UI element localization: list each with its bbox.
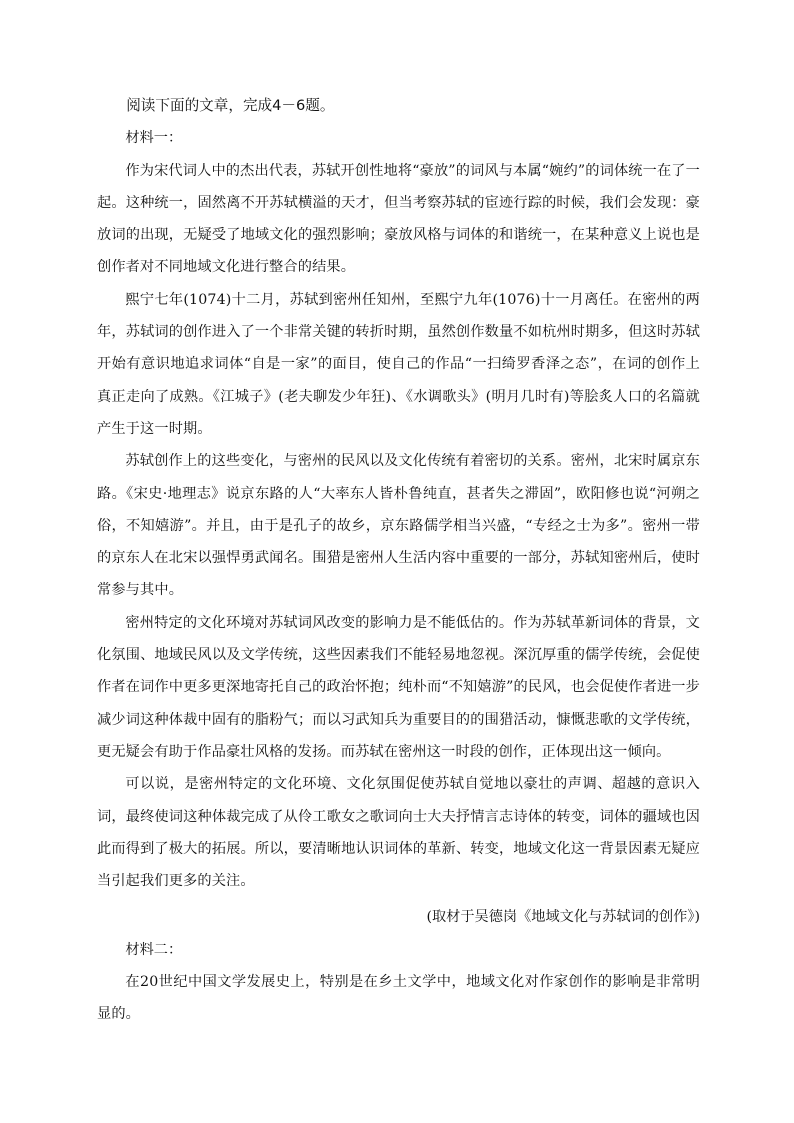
paragraph: 熙宁七年(1074)十二月，苏轼到密州任知州，至熙宁九年(1076)十一月离任。在密州的两年，苏轼词的创作进入了一个非常关键的转折时期，虽然创作数量不如杭州时期多，但这时苏轼开始有意识地追求词体“自是一家”的面目，使自己的作品“一扫绮罗香泽之态”，在词的创作上真正走向了成熟。《江城子》(老夫聊发少年狂)、《水调歌头》(明月几时有)等脍炙人口的名篇就产生于这一时期。 (97, 291, 700, 437)
material-two-heading: 材料二： (125, 941, 183, 958)
document-body (97, 90, 700, 1031)
source-citation: (取材于吴德岗《地域文化与苏轼词的创作》) (426, 909, 700, 926)
paragraph: 苏轼创作上的这些变化，与密州的民风以及文化传统有着密切的关系。密州，北宋时属京东路。《宋史·地理志》说京东路的人“大率东人皆朴鲁纯直，甚者失之滞固”，欧阳修也说“河朔之俗，不知嬉游”。并且，由于是孔子的故乡，京东路儒学相当兴盛，“专经之士为多”。密州一带的京东人在北宋以强悍勇武闻名。围猎是密州人生活内容中重要的一部分，苏轼知密州后，使时常参与其中。 (97, 453, 700, 599)
question-instruction: 阅读下面的文章，完成4－6题。 (126, 97, 335, 114)
paragraph: 在20世纪中国文学发展史上，特别是在乡土文学中，地域文化对作家创作的影响是非常明显的。 (97, 974, 700, 1023)
paragraph: 可以说，是密州特定的文化环境、文化氛围促使苏轼自觉地以豪壮的声调、超越的意识入词，最终使词这种体裁完成了从伶工歌女之歌词向士大夫抒情言志诗体的转变，词体的疆域也因此而得到了极大的拓展。所以，要清晰地认识词体的革新、转变，地域文化这一背景因素无疑应当引起我们更多的关注。 (97, 776, 700, 890)
paragraph: 作为宋代词人中的杰出代表，苏轼开创性地将“豪放”的词风与本属“婉约”的词体统一在了一起。这种统一，固然离不开苏轼横溢的天才，但当考察苏轼的宦迹行踪的时候，我们会发现：豪放词的出现，无疑受了地域文化的强烈影响；豪放风格与词体的和谐统一，在某种意义上说也是创作者对不同地域文化进行整合的结果。 (97, 162, 700, 276)
material-one-heading: 材料一： (125, 130, 183, 147)
paragraph: 密州特定的文化环境对苏轼词风改变的影响力是不能低估的。作为苏轼革新词体的背景，文化氛围、地域民风以及文学传统，这些因素我们不能轻易地忽视。深沉厚重的儒学传统，会促使作者在词作中更多更深地寄托自己的政治怀抱；纯朴而“不知嬉游”的民风，也会促使作者进一步减少词这种体裁中固有的脂粉气；而以习武知兵为重要目的的围猎活动，慷慨悲歌的文学传统，更无疑会有助于作品豪壮风格的发扬。而苏轼在密州这一时段的创作，正体现出这一倾向。 (97, 614, 700, 760)
